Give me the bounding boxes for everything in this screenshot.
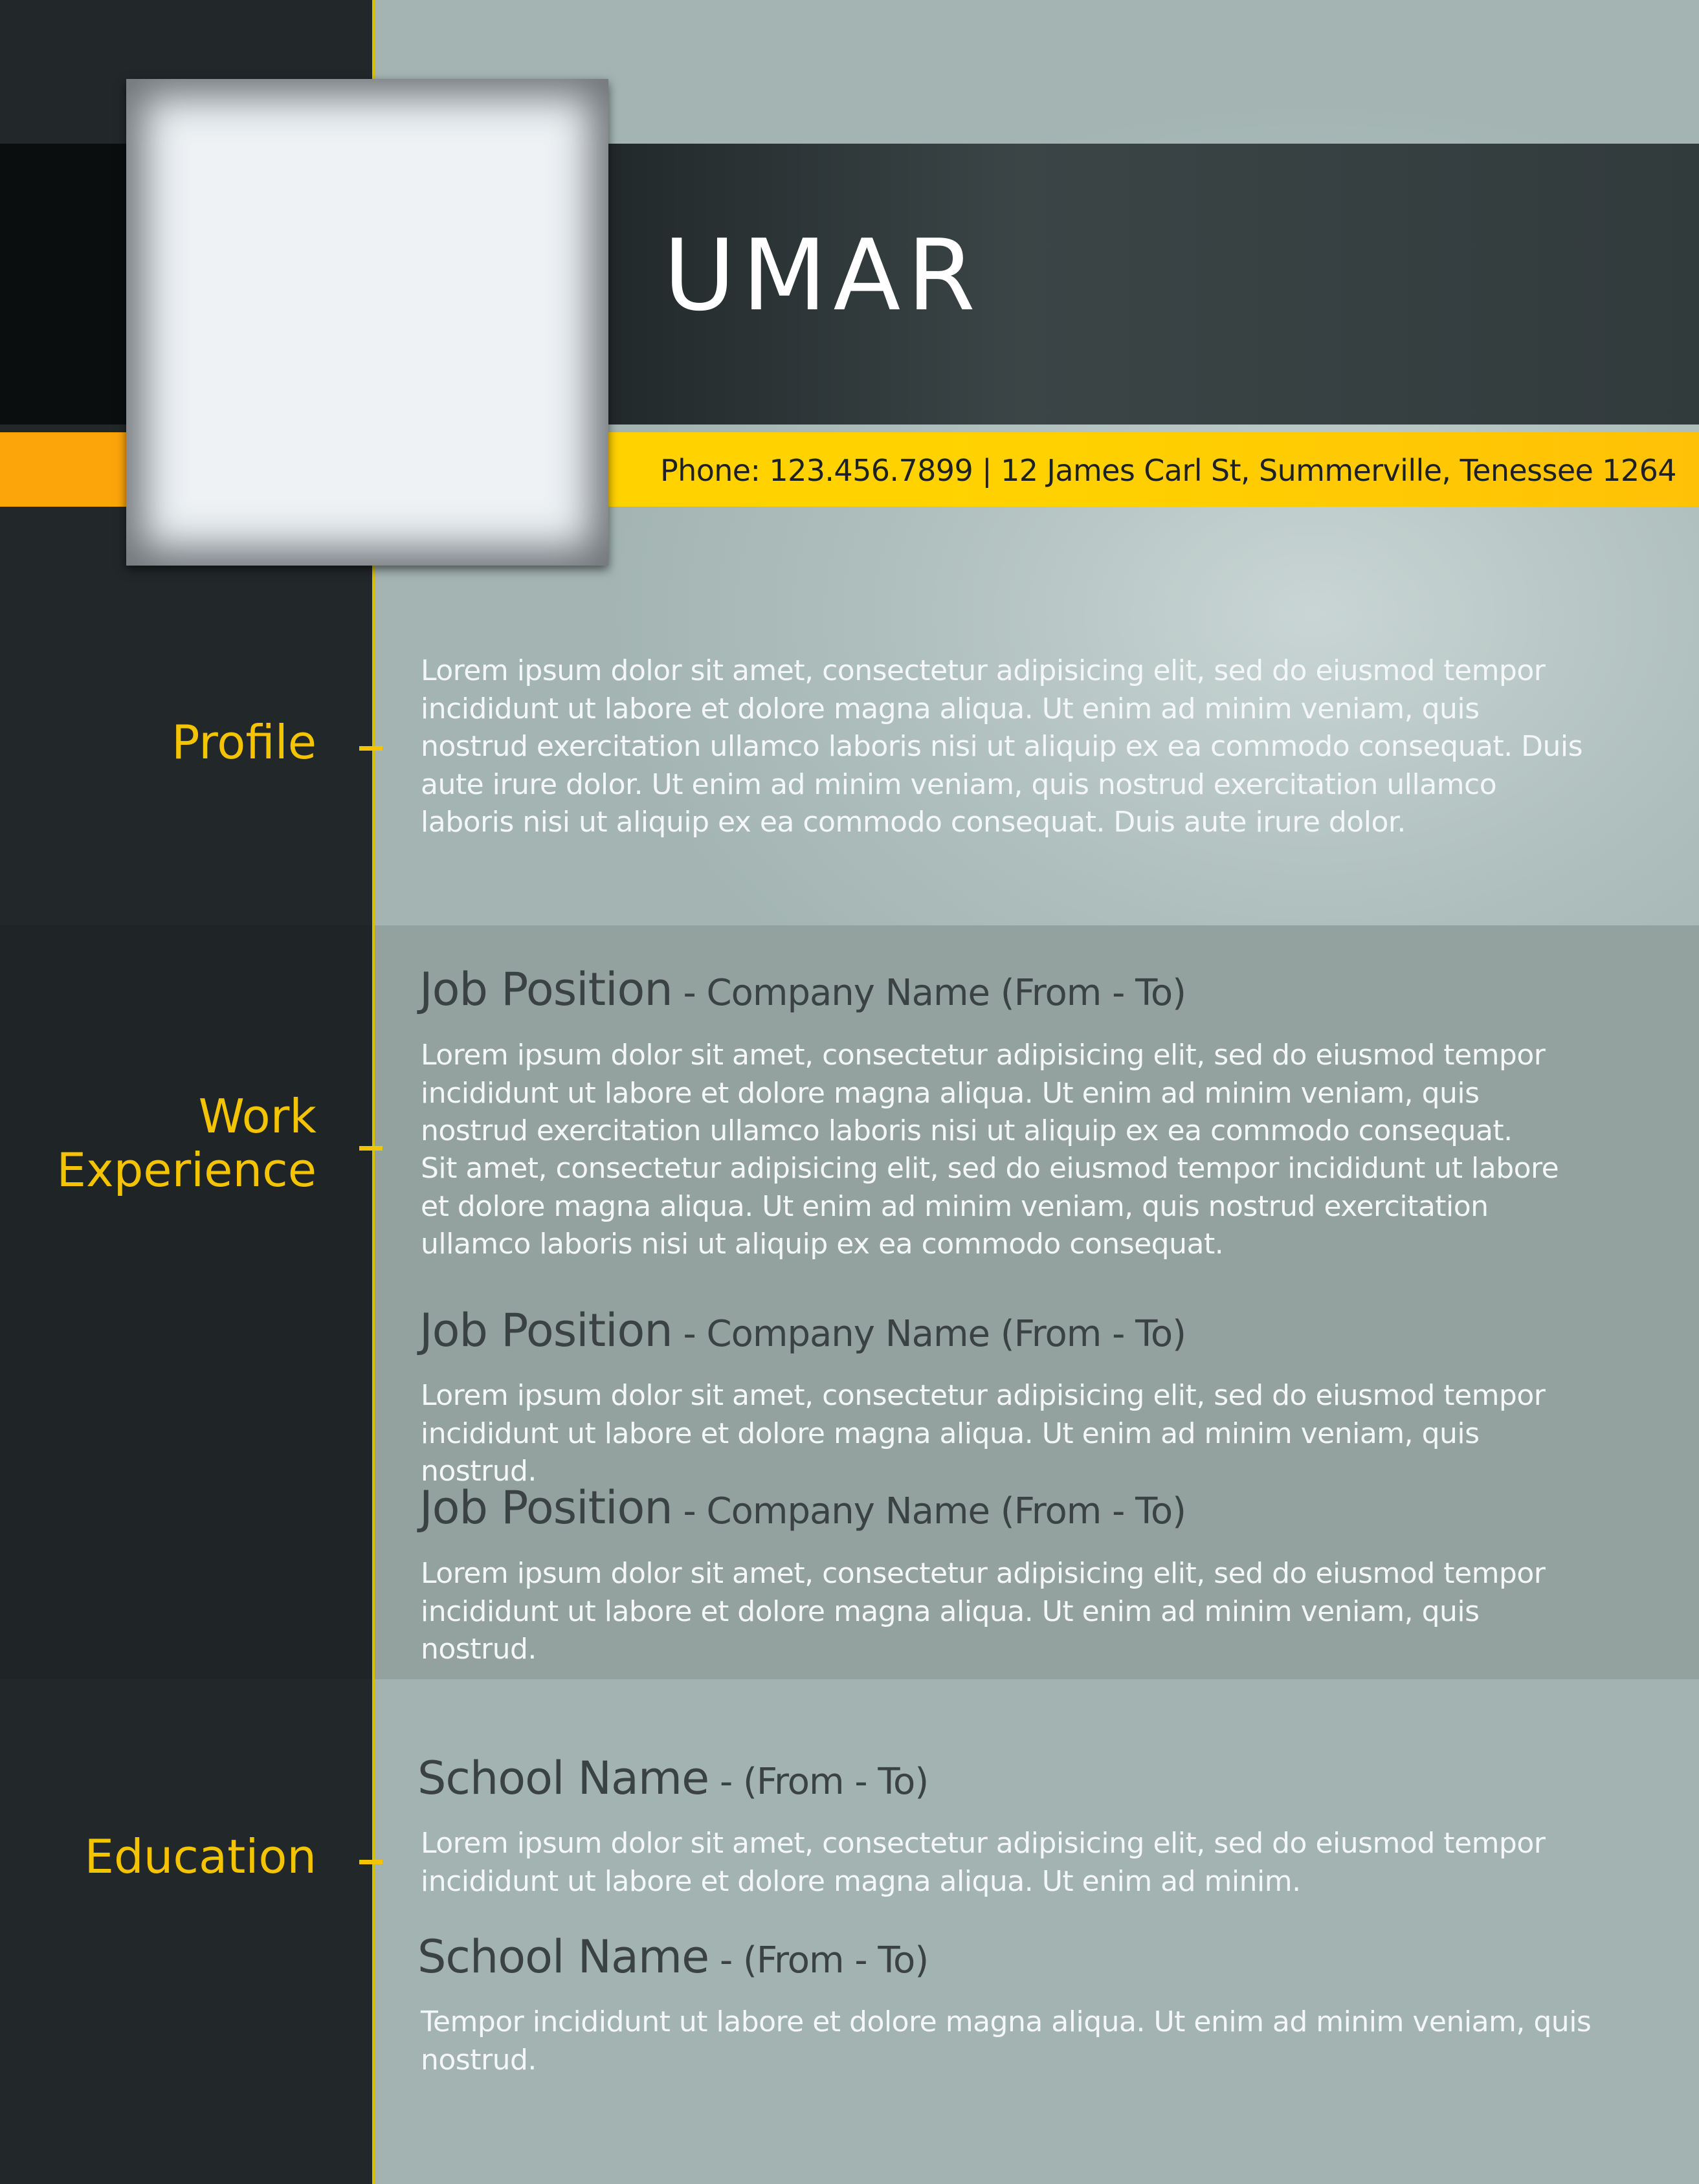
- name-banner-left-block: [0, 144, 129, 425]
- contact-banner-left-block: [0, 432, 129, 507]
- section-label-work-experience: [56, 1090, 316, 1197]
- section-label-education: Education: [84, 1829, 316, 1884]
- sidebar-work-band: [0, 925, 372, 1679]
- job-heading-1: [419, 963, 1186, 1016]
- job-heading-2: [419, 1304, 1186, 1357]
- school-text-1: Lorem ipsum dolor sit amet, consectetur adipisicing elit, sed do eiusmod tempor incididunt ut labore et dolore magna aliqua. Ut enim ad minim.: [421, 1827, 1546, 1898]
- school-heading-1: [417, 1752, 928, 1805]
- job-position-1: Job Position: [419, 963, 672, 1016]
- job-heading-3: [419, 1481, 1186, 1534]
- school-name-1: School Name: [417, 1752, 709, 1805]
- job-company-1: - Company Name (From - To): [672, 972, 1186, 1014]
- section-label-profile: Profile: [172, 715, 316, 769]
- job-text-3: Lorem ipsum dolor sit amet, consectetur adipisicing elit, sed do eiusmod tempor incididunt ut labore et dolore magna aliqua. Ut enim ad minim veniam, quis nostrud.: [421, 1557, 1546, 1666]
- school-name-2: School Name: [417, 1930, 709, 1983]
- school-dates-1: - (From - To): [709, 1761, 929, 1803]
- school-heading-2: [417, 1930, 928, 1983]
- job-position-3: Job Position: [419, 1481, 672, 1534]
- job-company-3: - Company Name (From - To): [672, 1490, 1186, 1532]
- job-text-1a: Lorem ipsum dolor sit amet, consectetur adipisicing elit, sed do eiusmod tempor incididunt ut labore et dolore magna aliqua. Ut enim ad minim veniam, quis nostrud exercitation ullamco laboris nisi ut aliquip ex ea commodo consequat.: [421, 1039, 1546, 1147]
- school-text-2: Tempor incididunt ut labore et dolore magna aliqua. Ut enim ad minim veniam, quis nostrud.: [421, 2005, 1592, 2077]
- section-tick-work: [359, 1146, 383, 1151]
- section-tick-profile: [359, 746, 383, 751]
- section-label-work-line2: Experience: [56, 1142, 316, 1197]
- candidate-name: UMAR: [663, 218, 982, 333]
- photo-placeholder: [126, 79, 608, 566]
- section-tick-education: [359, 1860, 383, 1864]
- job-position-2: Job Position: [419, 1304, 672, 1357]
- job-text-2: Lorem ipsum dolor sit amet, consectetur adipisicing elit, sed do eiusmod tempor incididunt ut labore et dolore magna aliqua. Ut enim ad minim veniam, quis nostrud.: [421, 1379, 1546, 1488]
- job-text-1b: Sit amet, consectetur adipisicing elit, sed do eiusmod tempor incididunt ut labore et dolore magna aliqua. Ut enim ad minim veniam, quis nostrud exercitation ullamco laboris nisi ut aliquip ex ea commodo consequat.: [421, 1152, 1559, 1261]
- section-label-work-line1: Work: [198, 1089, 316, 1143]
- contact-info: Phone: 123.456.7899 | 12 James Carl St, Summerville, Tenessee 1264: [660, 453, 1676, 488]
- profile-text: Lorem ipsum dolor sit amet, consectetur adipisicing elit, sed do eiusmod tempor incididunt ut labore et dolore magna aliqua. Ut enim ad minim veniam, quis nostrud exercitation ullamco laboris nisi ut aliquip ex ea commodo consequat. Duis aute irure dolor. Ut enim ad minim veniam, quis nostrud exercitation ullamco laboris nisi ut aliquip ex ea commodo consequat. Duis aute irure dolor.: [421, 654, 1583, 839]
- job-company-2: - Company Name (From - To): [672, 1313, 1186, 1355]
- school-dates-2: - (From - To): [709, 1939, 929, 1981]
